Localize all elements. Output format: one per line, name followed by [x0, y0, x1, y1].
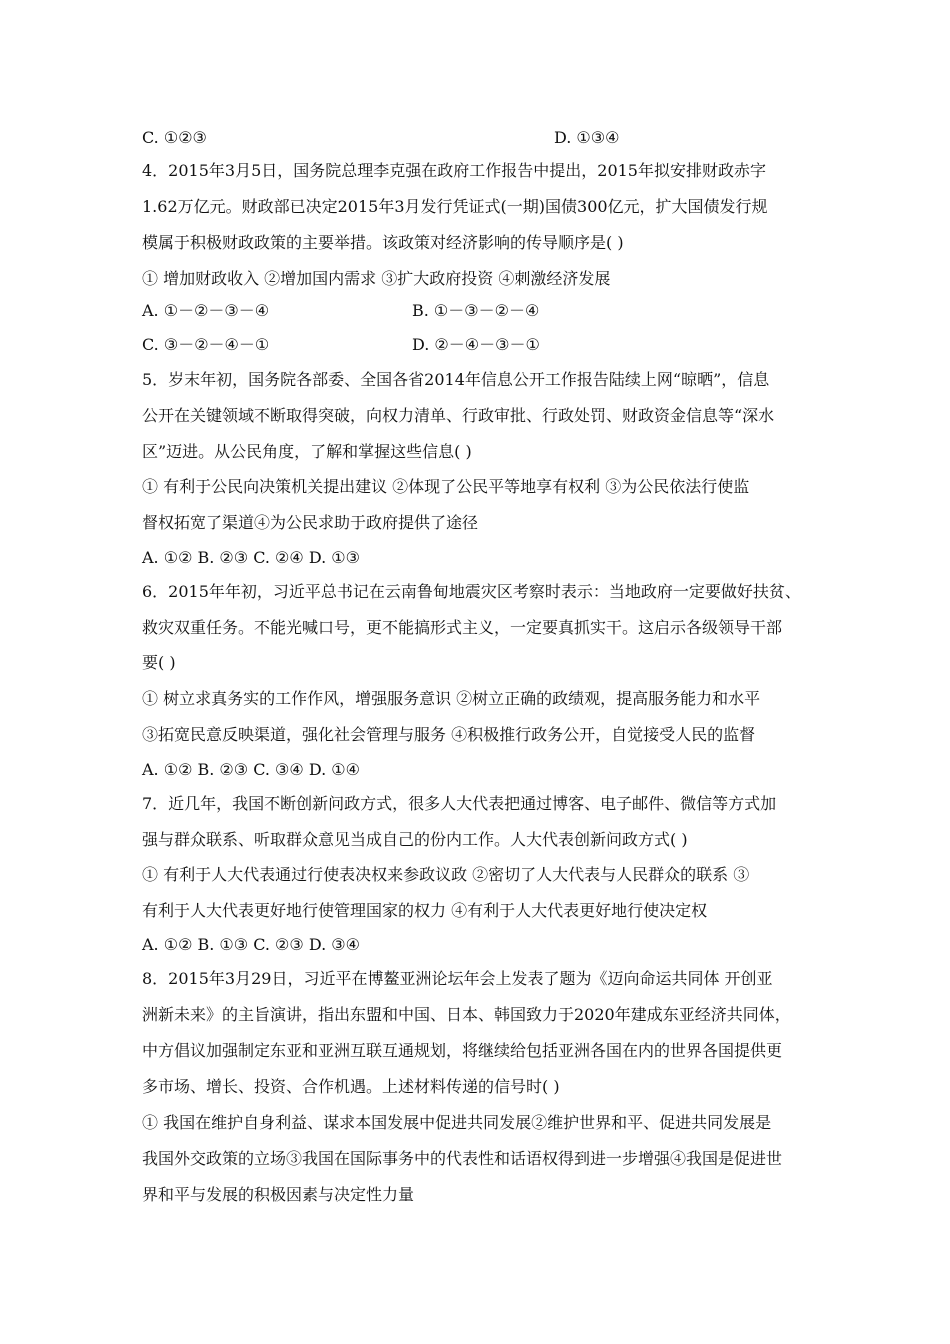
q3-option-c: C. ①②③ [142, 128, 207, 147]
q4-option-row [142, 300, 540, 322]
q7-stem-line: 强与群众联系、听取群众意见当成自己的份内工作。人大代表创新问政方式( ) [142, 830, 688, 849]
q4-option-b: B. ①－③－②－④ [412, 301, 540, 320]
q5-stem-line: 公开在关键领域不断取得突破，向权力清单、行政审批、行政处罚、财政资金信息等“深水 [142, 406, 775, 425]
q8-stem-line: 中方倡议加强制定东亚和亚洲互联互通规划，将继续给包括亚洲各国在内的世界各国提供更 [142, 1041, 783, 1060]
q4-items: ① 增加财政收入 ②增加国内需求 ③扩大政府投资 ④刺激经济发展 [142, 269, 611, 288]
q6-stem-line: 救灾双重任务。不能光喊口号，更不能搞形式主义，一定要真抓实干。这启示各级领导干部 [142, 618, 783, 637]
q5-stem-line: 5．岁末年初，国务院各部委、全国各省2014年信息公开工作报告陆续上网“晾晒”，信息 [142, 370, 770, 389]
q7-stem-line: 7．近几年，我国不断创新问政方式，很多人大代表把通过博客、电子邮件、微信等方式加 [142, 794, 777, 813]
q4-option-d: D. ②－④－③－① [412, 335, 540, 354]
q6-item-line: ③拓宽民意反映渠道，强化社会管理与服务 ④积极推行政务公开，自觉接受人民的监督 [142, 725, 756, 744]
q4-stem-line: 1.62万亿元。财政部已决定2015年3月发行凭证式(一期)国债300亿元，扩大国债发行规 [142, 197, 768, 216]
q4-stem-line: 模属于积极财政政策的主要举措。该政策对经济影响的传导顺序是( ) [142, 233, 624, 252]
q5-item-line: 督权拓宽了渠道④为公民求助于政府提供了途径 [142, 513, 479, 532]
q8-stem-line: 洲新未来》的主旨演讲，指出东盟和中国、日本、韩国致力于2020年建成东亚经济共同体， [142, 1005, 791, 1024]
q6-item-line: ① 树立求真务实的工作作风，增强服务意识 ②树立正确的政绩观，提高服务能力和水平 [142, 689, 761, 708]
q3-option-row [142, 127, 620, 149]
q4-option-row [142, 334, 540, 356]
q5-options: A. ①② B. ②③ C. ②④ D. ①③ [142, 548, 360, 567]
q4-option-a: A. ①－②－③－④ [142, 301, 270, 320]
q4-option-c: C. ③－②－④－① [142, 335, 270, 354]
q8-item-line: 界和平与发展的积极因素与决定性力量 [142, 1185, 415, 1204]
q3-option-d: D. ①③④ [554, 128, 620, 147]
q8-item-line: 我国外交政策的立场③我国在国际事务中的代表性和话语权得到进一步增强④我国是促进世 [142, 1149, 783, 1168]
q8-stem-line: 多市场、增长、投资、合作机遇。上述材料传递的信号时( ) [142, 1077, 560, 1096]
q7-item-line: 有利于人大代表更好地行使管理国家的权力 ④有利于人大代表更好地行使决定权 [142, 901, 708, 920]
q7-options: A. ①② B. ①③ C. ②③ D. ③④ [142, 935, 360, 954]
q4-stem-line: 4．2015年3月5日，国务院总理李克强在政府工作报告中提出，2015年拟安排财政赤字 [142, 161, 766, 180]
q6-stem-line: 要( ) [142, 653, 176, 672]
q5-item-line: ① 有利于公民向决策机关提出建议 ②体现了公民平等地享有权利 ③为公民依法行使监 [142, 477, 750, 496]
q8-stem-line: 8．2015年3月29日，习近平在博鳌亚洲论坛年会上发表了题为《迈向命运共同体 开创亚 [142, 969, 773, 988]
q6-stem-line: 6．2015年年初，习近平总书记在云南鲁甸地震灾区考察时表示：当地政府一定要做好扶贫、 [142, 582, 801, 601]
q8-item-line: ① 我国在维护自身利益、谋求本国发展中促进共同发展②维护世界和平、促进共同发展是 [142, 1113, 772, 1132]
q7-item-line: ① 有利于人大代表通过行使表决权来参政议政 ②密切了人大代表与人民群众的联系 ③ [142, 865, 750, 884]
q6-options: A. ①② B. ②③ C. ③④ D. ①④ [142, 760, 360, 779]
q5-stem-line: 区”迈进。从公民角度，了解和掌握这些信息( ) [142, 442, 472, 461]
